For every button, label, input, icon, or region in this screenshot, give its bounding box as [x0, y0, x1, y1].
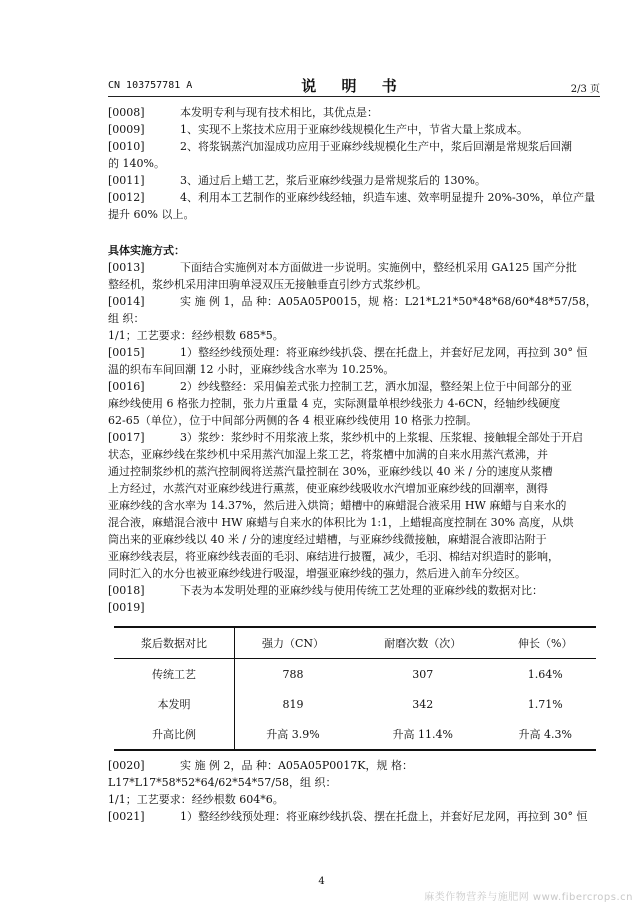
- table-header-cell: 耐磨次数（次）: [384, 636, 462, 650]
- paragraph-line: 1）整经纱线预处理：将亚麻纱线扒袋、摆在托盘上，并套好尼龙网，再拉到 30° 恒: [158, 810, 588, 823]
- paragraph-line: 同时汇入的水分也被亚麻纱线进行吸湿，增强亚麻纱线的强力，然后进入前车分绞区。: [108, 567, 526, 580]
- paragraph-line: 2）纱线整经：采用偏差式张力控制工艺，洒水加湿，整经架上位于中间部分的亚: [158, 380, 572, 393]
- paragraph-line: 本发明专利与现有技术相比，其优点是：: [158, 106, 378, 119]
- paragraph-line: 1）整经纱线预处理：将亚麻纱线扒袋、摆在托盘上，并套好尼龙网，再拉到 30° 恒: [158, 346, 588, 359]
- paragraph-line: 下表为本发明处理的亚麻纱线与使用传统工艺处理的亚麻纱线的数据对比：: [158, 584, 543, 597]
- paragraph-line: 通过控制浆纱机的蒸汽控制阀将送蒸汽量控制在 30%，亚麻纱线以 40 米 / 分的速度从浆槽: [108, 465, 553, 478]
- page-header: [108, 74, 600, 97]
- paragraph: [108, 378, 600, 429]
- paragraph-number: [0013]: [108, 261, 145, 274]
- paragraph-line: 状态，亚麻纱线在浆纱机中采用蒸汽加湿上浆工艺，将浆槽中加满的自来水用蒸汽煮沸，并: [108, 448, 548, 461]
- paragraph-group-middle: [108, 259, 600, 616]
- paragraph-line: 整经机，浆纱机采用津田驹单浸双压无接触垂直引纱方式浆纱机。: [108, 278, 427, 291]
- paragraph-line: 2、将浆锅蒸汽加湿成功应用于亚麻纱线规模化生产中，浆后回潮是常规浆后回潮: [158, 140, 572, 153]
- paragraph-line: 1/1；工艺要求：经纱根数 685*5。: [108, 329, 284, 342]
- paragraph-number: [0020]: [108, 759, 145, 772]
- table-row: [114, 689, 596, 719]
- table-cell: 升高 3.9%: [266, 727, 320, 741]
- paragraph-group-bottom: [108, 757, 600, 825]
- paragraph-line: 混合液，麻蜡混合液中 HW 麻蜡与自来水的体积比为 1:1，上蜡辊高度控制在 30% 高度，从烘: [108, 516, 574, 529]
- paragraph-number: [0016]: [108, 380, 145, 393]
- table-cell: 1.71%: [527, 697, 563, 711]
- paragraph-number: [0018]: [108, 584, 145, 597]
- paragraph: [108, 104, 600, 121]
- table-header-cell: 强力（CN）: [262, 636, 325, 650]
- page-number: 4: [318, 876, 325, 887]
- paragraph-line: 的 140%。: [108, 157, 165, 170]
- paragraph: [108, 808, 600, 825]
- paragraph-group-top: [108, 104, 600, 223]
- table-cell: 升高比例: [114, 719, 235, 750]
- paragraph-line: 温的织布车间回潮 12 小时，亚麻纱线含水率为 10.25%。: [108, 363, 395, 376]
- paragraph-number: [0010]: [108, 140, 145, 153]
- paragraph-line: 3、通过后上蜡工艺，浆后亚麻纱线强力是常规浆后的 130%。: [158, 174, 486, 187]
- paragraph: [108, 138, 600, 172]
- document-body: [108, 104, 600, 825]
- watermark: 麻类作物营养与施肥网 www.fibercrops.cn: [424, 892, 633, 903]
- paragraph-number: [0021]: [108, 810, 145, 823]
- table-cell: 788: [282, 667, 304, 681]
- paragraph-line: 1/1；工艺要求：经纱根数 604*6。: [108, 793, 284, 806]
- paragraph-line: 亚麻纱线表层，将亚麻纱线表面的毛羽、麻结进行披覆，减少，毛羽、棉结对织造时的影响，: [108, 550, 559, 563]
- section-heading: 具体实施方式：: [108, 244, 185, 257]
- page-indicator: 2/3 页: [570, 84, 600, 95]
- patent-number: CN 103757781 A: [108, 80, 193, 91]
- paragraph-line: 下面结合实施例对本方面做进一步说明。实施例中，整经机采用 GA125 国产分批: [158, 261, 577, 274]
- paragraph-line: 3）浆纱：浆纱时不用浆液上浆，浆纱机中的上浆辊、压浆辊、接触辊全部处于开启: [158, 431, 583, 444]
- paragraph-line: 实 施 例 2，品 种：A05A05P0017K，规 格：L17*L17*58*52*64/62*54*57/58，组 织：: [108, 759, 413, 789]
- table-cell: 342: [412, 697, 434, 711]
- table-cell: 升高 11.4%: [392, 727, 453, 741]
- paragraph-line: 62-65（单位），位于中间部分两侧的各 4 根亚麻纱线使用 10 格张力控制。: [108, 414, 478, 427]
- table-header-cell: 浆后数据对比: [114, 627, 235, 659]
- paragraph: [108, 599, 600, 616]
- table-cell: 传统工艺: [114, 659, 235, 690]
- paragraph-number: [0011]: [108, 174, 145, 187]
- comparison-table: [114, 626, 596, 751]
- paragraph: [108, 582, 600, 599]
- table-cell: 1.64%: [527, 667, 563, 681]
- paragraph: [108, 429, 600, 582]
- paragraph: [108, 344, 600, 378]
- paragraph-number: [0014]: [108, 295, 145, 308]
- table-cell: 819: [282, 697, 304, 711]
- paragraph-line: 1、实现不上浆技术应用于亚麻纱线规模化生产中，节省大量上浆成本。: [158, 123, 528, 136]
- paragraph: [108, 189, 600, 223]
- table-cell: 307: [412, 667, 434, 681]
- table-cell: 本发明: [114, 689, 235, 719]
- table-header-row: [114, 627, 596, 659]
- paragraph-number: [0012]: [108, 191, 145, 204]
- paragraph-line: 上方经过，水蒸汽对亚麻纱线进行熏蒸，使亚麻纱线吸收水汽增加亚麻纱线的回潮率，测得: [108, 482, 548, 495]
- paragraph-line: 麻纱线使用 6 格张力控制，张力片重量 4 克，实际测量单根纱线张力 4-6CN，经轴纱线硬度: [108, 397, 561, 410]
- paragraph-line: 实 施 例 1，品 种：A05A05P0015，规 格：L21*L21*50*48*68/60*48*57/58，组 织：: [108, 295, 597, 325]
- table-row: [114, 659, 596, 690]
- paragraph-number: [0015]: [108, 346, 145, 359]
- table-row: [114, 719, 596, 750]
- table-header-cell: 伸长（%）: [518, 636, 573, 650]
- paragraph: [108, 293, 600, 344]
- table-cell: 升高 4.3%: [518, 727, 572, 741]
- paragraph: [108, 172, 600, 189]
- paragraph-line: 4、利用本工艺制作的亚麻纱线经轴，织造车速、效率明显提升 20%-30%，单位产量: [158, 191, 596, 204]
- document-title: 说 明 书: [301, 77, 407, 95]
- paragraph-number: [0008]: [108, 106, 145, 119]
- paragraph: [108, 757, 600, 808]
- paragraph-line: 筒出来的亚麻纱线以 40 米 / 分的速度经过蜡槽，与亚麻纱线微接触，麻蜡混合液即沾附于: [108, 533, 547, 546]
- paragraph-number: [0009]: [108, 123, 145, 136]
- paragraph: [108, 121, 600, 138]
- paragraph-number: [0017]: [108, 431, 145, 444]
- paragraph-line: 亚麻纱线的含水率为 14.37%，然后进入烘筒；蜡槽中的麻蜡混合液采用 HW 麻蜡与自来水的: [108, 499, 567, 512]
- paragraph: [108, 259, 600, 293]
- paragraph-line: 提升 60% 以上。: [108, 208, 195, 221]
- paragraph-number: [0019]: [108, 601, 145, 614]
